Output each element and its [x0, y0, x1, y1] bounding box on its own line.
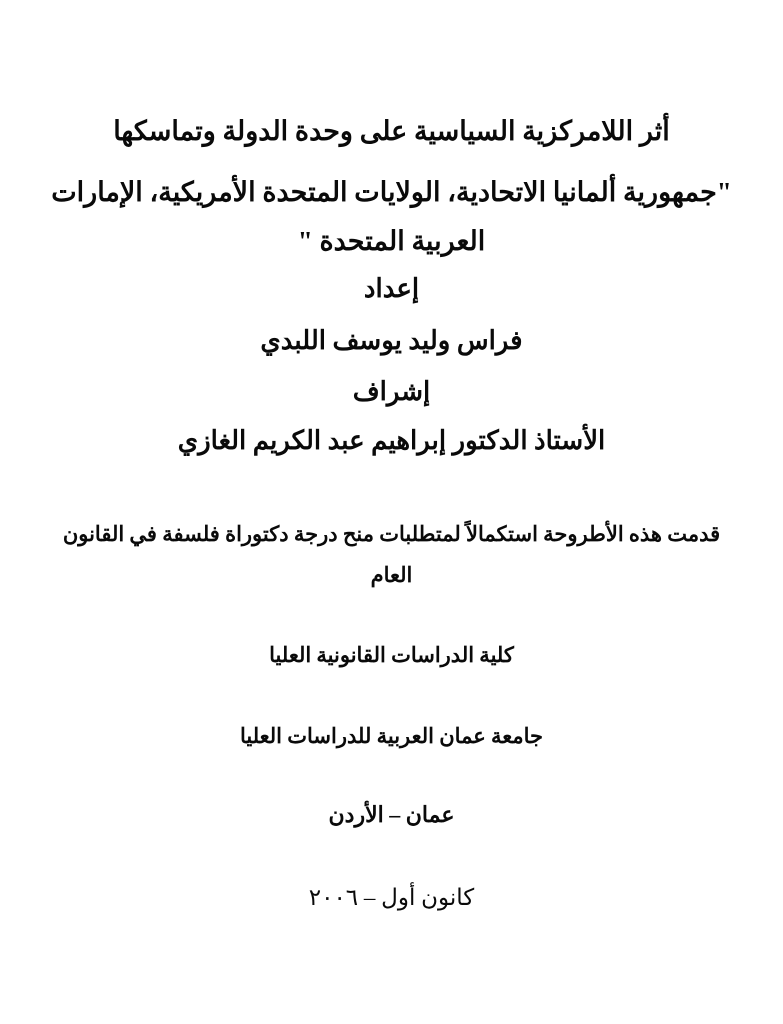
faculty-name: كلية الدراسات القانونية العليا	[269, 643, 514, 667]
thesis-subtitle-line-1: "جمهورية ألمانيا الاتحادية، الولايات المتحدة الأمريكية، الإمارات	[51, 177, 732, 207]
location-text: عمان – الأردن	[328, 802, 455, 827]
supervision-label: إشراف	[352, 377, 431, 406]
university-name: جامعة عمان العربية للدراسات العليا	[239, 724, 544, 748]
author-name: فراس وليد يوسف اللبدي	[260, 326, 523, 355]
prepared-by-label: إعداد	[363, 274, 420, 303]
publication-date: كانون أول – ٢٠٠٦	[308, 885, 475, 910]
submission-statement-line-1: قدمت هذه الأطروحة استكمالاً لمتطلبات منح درجة دكتوراة فلسفة في القانون	[62, 522, 721, 546]
thesis-subtitle-line-2: العربية المتحدة "	[297, 226, 486, 256]
supervisor-name: الأستاذ الدكتور إبراهيم عبد الكريم الغازي	[177, 426, 606, 455]
thesis-title-line-1: أثر اللامركزية السياسية على وحدة الدولة وتماسكها	[113, 116, 670, 146]
submission-statement-line-2: العام	[370, 563, 413, 587]
